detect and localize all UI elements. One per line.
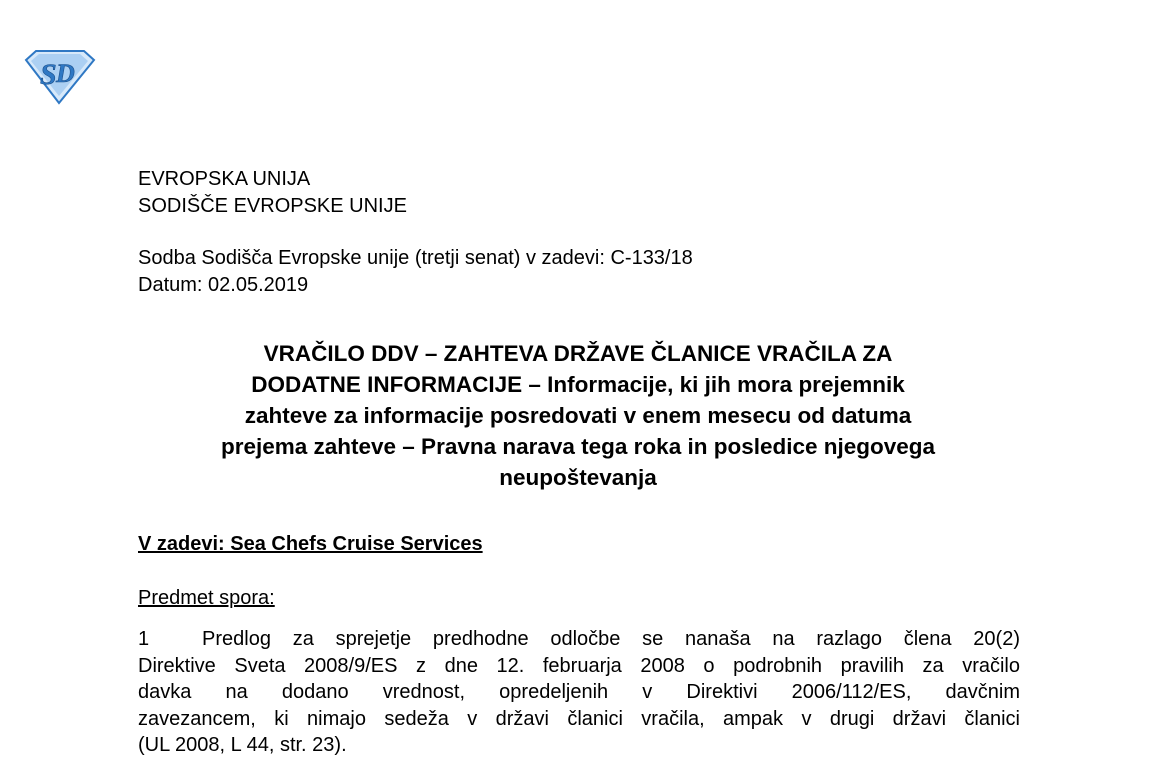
- org-line-2: SODIŠČE EVROPSKE UNIJE: [138, 195, 407, 217]
- paragraph-line: zavezancem, ki nimajo sedeža v državi članici vračila, ampak v drugi državi članici: [138, 707, 1020, 730]
- paragraph-text: Predlog za sprejetje predhodne odločbe se nanaša na razlago člena 20(2): [202, 628, 1020, 650]
- title-line: neupoštevanja: [499, 465, 657, 490]
- paragraph-line: (UL 2008, L 44, str. 23).: [138, 734, 347, 756]
- case-info: [138, 245, 693, 299]
- paragraph-line: davka na dodano vrednost, opredeljenih v Direktivi 2006/112/ES, davčnim: [138, 681, 1020, 703]
- predmet-heading: Predmet spora:: [138, 587, 275, 609]
- court-header: [138, 166, 407, 220]
- paragraph-1: [138, 626, 1020, 759]
- paragraph-line: [138, 626, 1020, 653]
- org-line-1: EVROPSKA UNIJA: [138, 168, 311, 190]
- date-line: Datum: 02.05.2019: [138, 274, 309, 296]
- title-line: prejema zahteve – Pravna narava tega roka in posledice njegovega: [220, 434, 936, 459]
- court-logo-icon: [22, 48, 96, 106]
- paragraph-number: 1: [138, 628, 150, 650]
- svg-text:D: D: [56, 59, 75, 88]
- title-line: VRAČILO DDV – ZAHTEVA DRŽAVE ČLANICE VRAČILA ZA: [263, 341, 893, 366]
- judgment-line: Sodba Sodišča Evropske unije (tretji senat) v zadevi: C-133/18: [138, 247, 693, 269]
- svg-text:S: S: [40, 58, 57, 91]
- title-line: zahteve za informacije posredovati v enem mesecu od datuma: [244, 403, 912, 428]
- paragraph-line: Direktive Sveta 2008/9/ES z dne 12. februarja 2008 o podrobnih pravilih za vračilo: [138, 654, 1020, 677]
- document-title: [138, 338, 1018, 493]
- case-subject: V zadevi: Sea Chefs Cruise Services: [138, 533, 483, 555]
- title-line: DODATNE INFORMACIJE – Informacije, ki jih mora prejemnik: [251, 372, 905, 397]
